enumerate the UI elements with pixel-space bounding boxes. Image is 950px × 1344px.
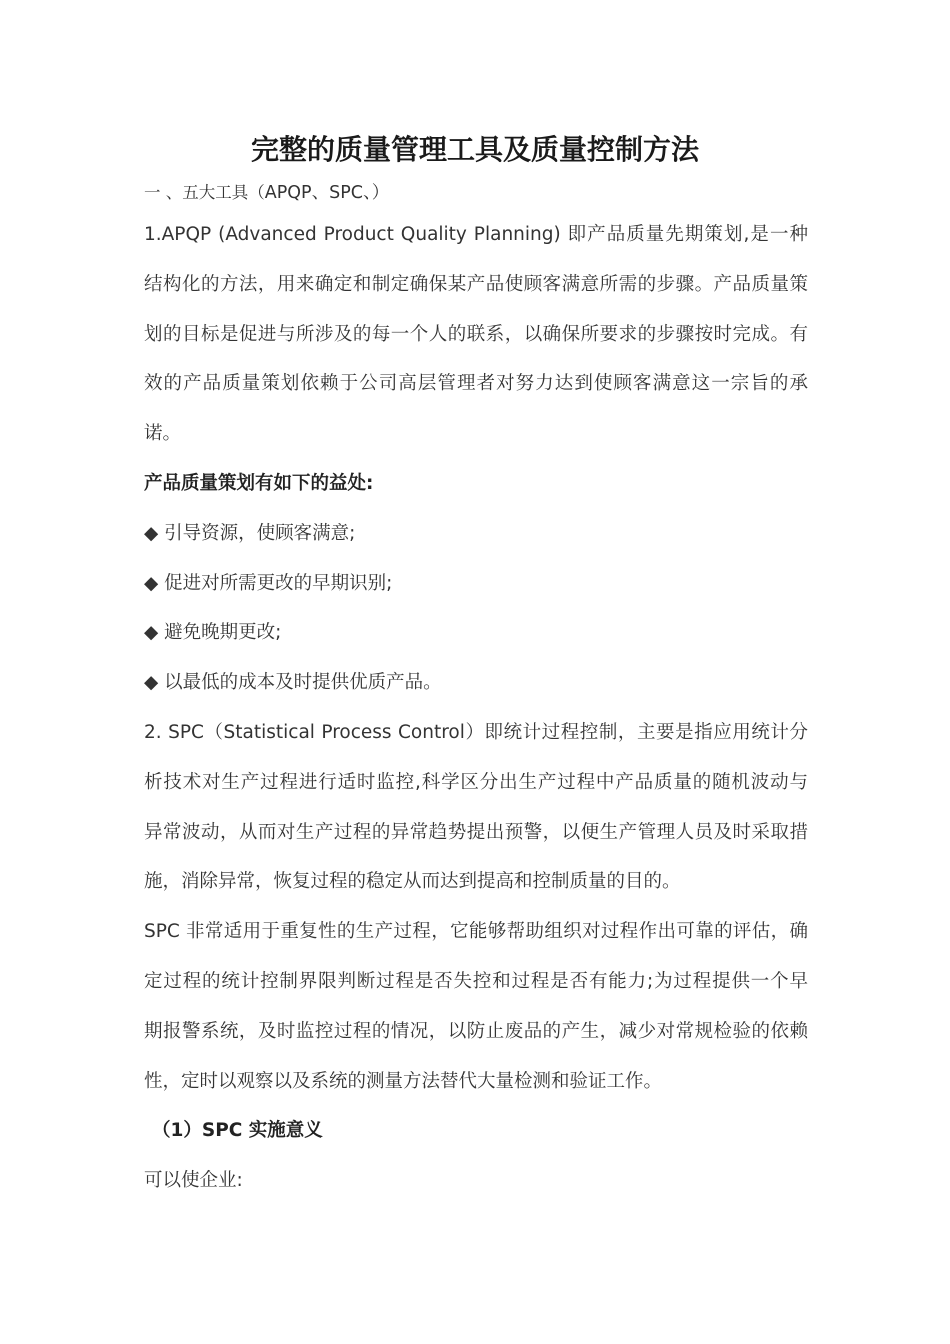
section-heading-latin: APQP、SPC、）	[264, 183, 390, 203]
apqp-paragraph-line: 效的产品质量策划依赖于公司高层管理者对努力达到使顾客满意这一宗旨的承	[144, 373, 808, 395]
spc-usage-line: 期报警系统，及时监控过程的情况，以防止废品的产生，减少对常规检验的依赖	[144, 1020, 808, 1042]
spc-meaning-heading: （1）SPC 实施意义	[152, 1120, 323, 1142]
spc-usage-line: 性，定时以观察以及系统的测量方法替代大量检测和验证工作。	[144, 1070, 663, 1092]
spc-paragraph-line: 施，消除异常，恢复过程的稳定从而达到提高和控制质量的目的。	[144, 871, 681, 893]
apqp-paragraph-line: 划的目标是促进与所涉及的每一个人的联系，以确保所要求的步骤按时完成。有	[144, 323, 808, 345]
apqp-paragraph-line: 1.APQP (Advanced Product Quality Planning) 即产品质量先期策划,是一种	[144, 224, 808, 245]
apqp-paragraph-line: 结构化的方法，用来确定和制定确保某产品使顾客满意所需的步骤。产品质量策	[144, 273, 808, 295]
spc-paragraph-line: 析技术对生产过程进行适时监控,科学区分出生产过程中产品质量的随机波动与	[144, 771, 808, 793]
benefit-item: ◆ 以最低的成本及时提供优质产品。	[144, 672, 442, 694]
spc-usage-line: 定过程的统计控制界限判断过程是否失控和过程是否有能力;为过程提供一个早	[144, 970, 808, 992]
spc-paragraph-line: 2. SPC（Statistical Process Control）即统计过程控制，主要是指应用统计分	[144, 721, 808, 743]
spc-paragraph-line: 异常波动，从而对生产过程的异常趋势提出预警，以便生产管理人员及时采取措	[144, 821, 808, 843]
benefit-item: ◆ 引导资源，使顾客满意;	[144, 522, 356, 544]
document-title: 完整的质量管理工具及质量控制方法	[250, 133, 699, 166]
benefits-heading: 产品质量策划有如下的益处:	[144, 472, 374, 494]
benefit-item: ◆ 促进对所需更改的早期识别;	[144, 572, 393, 594]
apqp-paragraph-line: 诺。	[144, 423, 182, 445]
document-body	[144, 178, 808, 1206]
section-heading-five-tools	[144, 178, 808, 208]
spc-meaning-intro: 可以使企业:	[144, 1170, 243, 1192]
section-heading-prefix: 一 、五大工具（	[144, 183, 265, 202]
spc-usage-line: SPC 非常适用于重复性的生产过程，它能够帮助组织对过程作出可靠的评估，确	[144, 921, 808, 943]
benefit-item: ◆ 避免晚期更改;	[144, 622, 282, 644]
